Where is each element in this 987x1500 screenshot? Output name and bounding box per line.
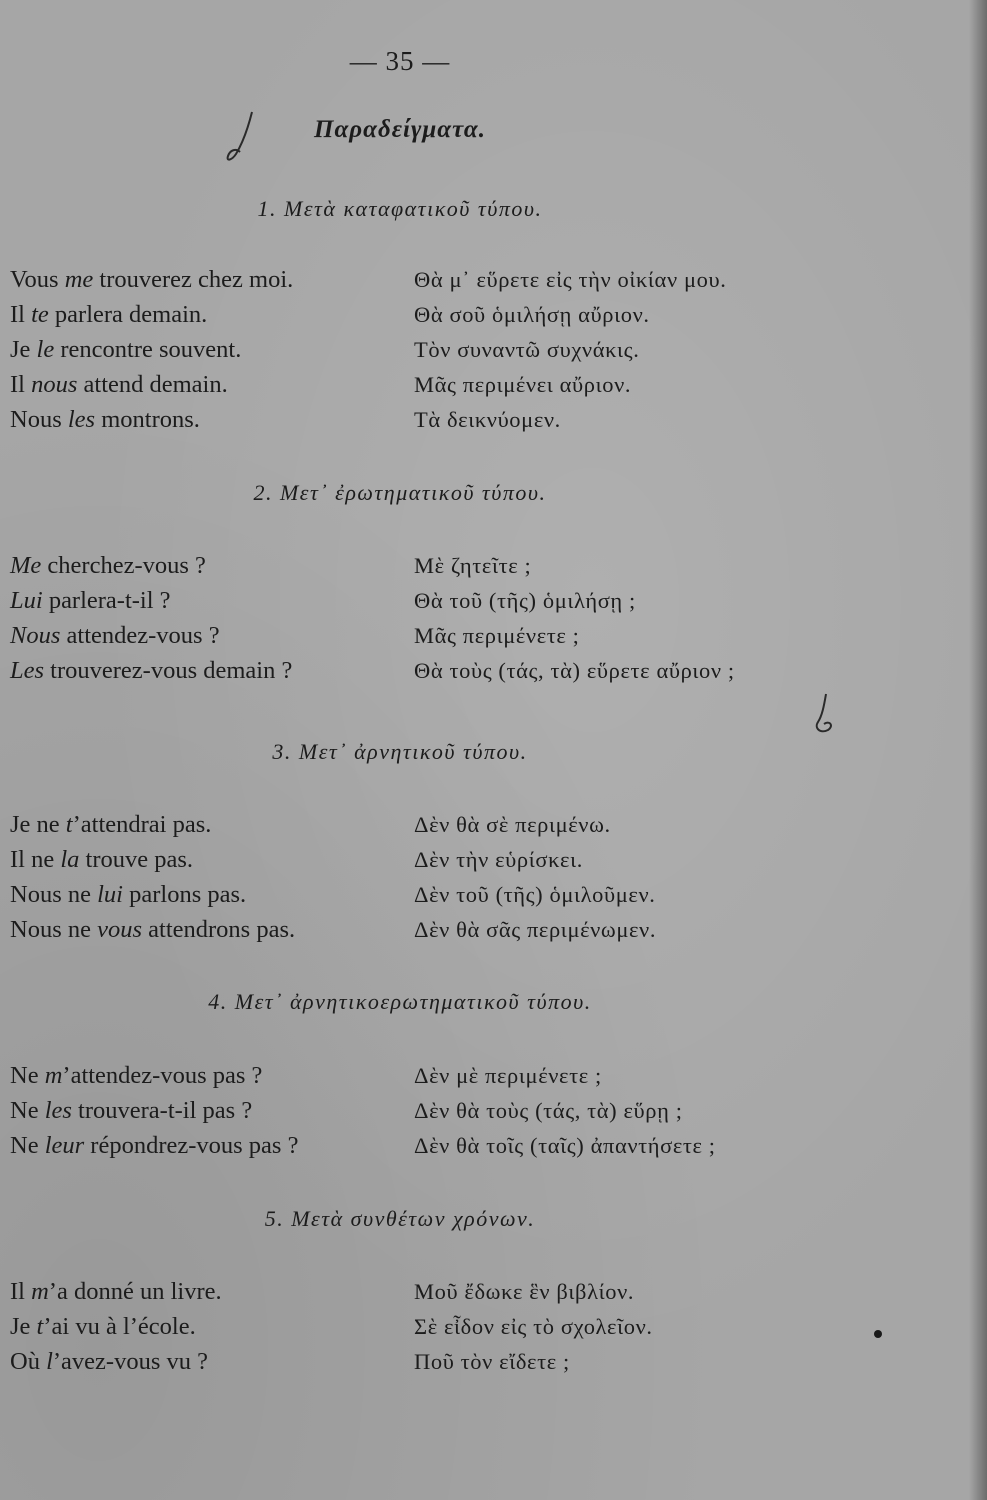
french-sentence: Ne m’attendez-vous pas ? bbox=[10, 1062, 263, 1089]
greek-translation: Θὰ σοῦ ὁμιλήσῃ αὔριον. bbox=[414, 302, 650, 327]
example-row bbox=[0, 912, 960, 947]
section-heading-2: 2. Μετ᾽ ἐρωτηματικοῦ τύπου. bbox=[253, 480, 547, 505]
greek-translation: Δὲν θὰ τοὺς (τάς, τὰ) εὕρῃ ; bbox=[414, 1098, 683, 1123]
pronoun-emphasis: m bbox=[44, 1062, 63, 1089]
example-row bbox=[0, 1309, 960, 1344]
section-2-rows bbox=[0, 548, 960, 688]
french-sentence: Il m’a donné un livre. bbox=[10, 1278, 222, 1305]
french-sentence: Je ne t’attendrai pas. bbox=[10, 811, 212, 838]
french-sentence: Me cherchez-vous ? bbox=[10, 552, 206, 579]
greek-translation: Δὲν τὴν εὑρίσκει. bbox=[414, 847, 583, 872]
greek-translation: Τὸν συναντῶ συχνάκις. bbox=[414, 337, 640, 362]
greek-translation: Μὲ ζητεῖτε ; bbox=[414, 553, 532, 578]
pronoun-emphasis: Me bbox=[10, 552, 42, 579]
french-sentence: Je le rencontre souvent. bbox=[10, 336, 242, 363]
greek-translation: Ποῦ τὸν εἴδετε ; bbox=[414, 1349, 570, 1374]
french-sentence: Je t’ai vu à l’école. bbox=[10, 1313, 196, 1340]
example-row bbox=[0, 548, 960, 583]
example-row bbox=[0, 1344, 960, 1379]
pronoun-emphasis: te bbox=[31, 301, 49, 328]
pronoun-emphasis: les bbox=[67, 406, 96, 433]
french-sentence: Les trouverez-vous demain ? bbox=[10, 657, 293, 684]
example-row bbox=[0, 1058, 960, 1093]
section-1-rows bbox=[0, 262, 960, 437]
greek-translation: Θὰ τοὺς (τάς, τὰ) εὕρετε αὔριον ; bbox=[414, 658, 735, 683]
french-sentence: Lui parlera-t-il ? bbox=[10, 587, 171, 614]
pronoun-emphasis: Nous bbox=[10, 622, 61, 649]
example-row bbox=[0, 653, 960, 688]
page-number: — 35 — bbox=[349, 46, 451, 76]
example-row bbox=[0, 877, 960, 912]
pronoun-emphasis: vous bbox=[97, 916, 143, 943]
greek-translation: Τὰ δεικνύομεν. bbox=[414, 407, 561, 432]
greek-translation: Μᾶς περιμένετε ; bbox=[414, 623, 580, 648]
example-row bbox=[0, 1093, 960, 1128]
pronoun-emphasis: me bbox=[64, 266, 94, 293]
french-sentence: Où l’avez-vous vu ? bbox=[10, 1348, 208, 1375]
pencil-mark bbox=[812, 692, 840, 742]
french-sentence: Il ne la trouve pas. bbox=[10, 846, 194, 873]
pronoun-emphasis: t bbox=[65, 811, 73, 838]
greek-translation: Θὰ μ᾽ εὕρετε εἰς τὴν οἰκίαν μου. bbox=[414, 267, 727, 292]
example-row bbox=[0, 1274, 960, 1309]
example-row bbox=[0, 583, 960, 618]
french-sentence: Ne leur répondrez-vous pas ? bbox=[10, 1132, 299, 1159]
greek-translation: Δὲν θὰ σᾶς περιμένωμεν. bbox=[414, 917, 657, 942]
pronoun-emphasis: le bbox=[36, 336, 55, 363]
section-5-rows bbox=[0, 1274, 960, 1379]
page-edge-shadow bbox=[969, 0, 987, 1500]
example-row bbox=[0, 807, 960, 842]
pronoun-emphasis: les bbox=[44, 1097, 72, 1124]
example-row bbox=[0, 332, 960, 367]
pronoun-emphasis: l bbox=[46, 1348, 53, 1375]
greek-translation: Σὲ εἶδον εἰς τὸ σχολεῖον. bbox=[414, 1314, 653, 1339]
greek-translation: Δὲν μὲ περιμένετε ; bbox=[414, 1063, 602, 1088]
section-3-rows bbox=[0, 807, 960, 947]
french-sentence: Nous ne lui parlons pas. bbox=[10, 881, 247, 908]
french-sentence: Nous les montrons. bbox=[10, 406, 200, 433]
pronoun-emphasis: lui bbox=[97, 881, 123, 908]
greek-translation: Δὲν θὰ τοῖς (ταῖς) ἀπαντήσετε ; bbox=[414, 1133, 716, 1158]
example-row bbox=[0, 262, 960, 297]
pronoun-emphasis: Les bbox=[10, 657, 45, 684]
pronoun-emphasis: leur bbox=[44, 1132, 85, 1159]
example-row bbox=[0, 1128, 960, 1163]
greek-translation: Θὰ τοῦ (τῆς) ὁμιλήσῃ ; bbox=[414, 588, 636, 613]
page-title: Παραδείγματα. bbox=[314, 116, 486, 143]
greek-translation: Δὲν θὰ σὲ περιμένω. bbox=[414, 812, 611, 837]
french-sentence: Il nous attend demain. bbox=[10, 371, 228, 398]
ink-spot bbox=[874, 1330, 882, 1338]
pronoun-emphasis: la bbox=[60, 846, 80, 873]
pronoun-emphasis: t bbox=[36, 1313, 44, 1340]
greek-translation: Μᾶς περιμένει αὔριον. bbox=[414, 372, 632, 397]
pronoun-emphasis: Lui bbox=[10, 587, 43, 614]
section-heading-3: 3. Μετ᾽ ἀρνητικοῦ τύπου. bbox=[272, 739, 528, 764]
french-sentence: Ne les trouvera-t-il pas ? bbox=[10, 1097, 253, 1124]
example-row bbox=[0, 402, 960, 437]
greek-translation: Δὲν τοῦ (τῆς) ὁμιλοῦμεν. bbox=[414, 882, 656, 907]
pronoun-emphasis: nous bbox=[31, 371, 78, 398]
section-heading-4: 4. Μετ᾽ ἀρνητικοερωτηματικοῦ τύπου. bbox=[208, 989, 592, 1014]
example-row bbox=[0, 367, 960, 402]
pronoun-emphasis: m bbox=[31, 1278, 49, 1305]
section-4-rows bbox=[0, 1058, 960, 1163]
section-heading-5: 5. Μετὰ συνθέτων χρόνων. bbox=[264, 1206, 536, 1231]
example-row bbox=[0, 297, 960, 332]
example-row bbox=[0, 842, 960, 877]
french-sentence: Il te parlera demain. bbox=[10, 301, 208, 328]
section-heading-1: 1. Μετὰ καταφατικοῦ τύπου. bbox=[257, 196, 543, 221]
example-row bbox=[0, 618, 960, 653]
french-sentence: Nous attendez-vous ? bbox=[10, 622, 220, 649]
french-sentence: Vous me trouverez chez moi. bbox=[10, 266, 294, 293]
greek-translation: Μοῦ ἔδωκε ἓν βιβλίον. bbox=[414, 1279, 635, 1304]
french-sentence: Nous ne vous attendrons pas. bbox=[10, 916, 296, 943]
